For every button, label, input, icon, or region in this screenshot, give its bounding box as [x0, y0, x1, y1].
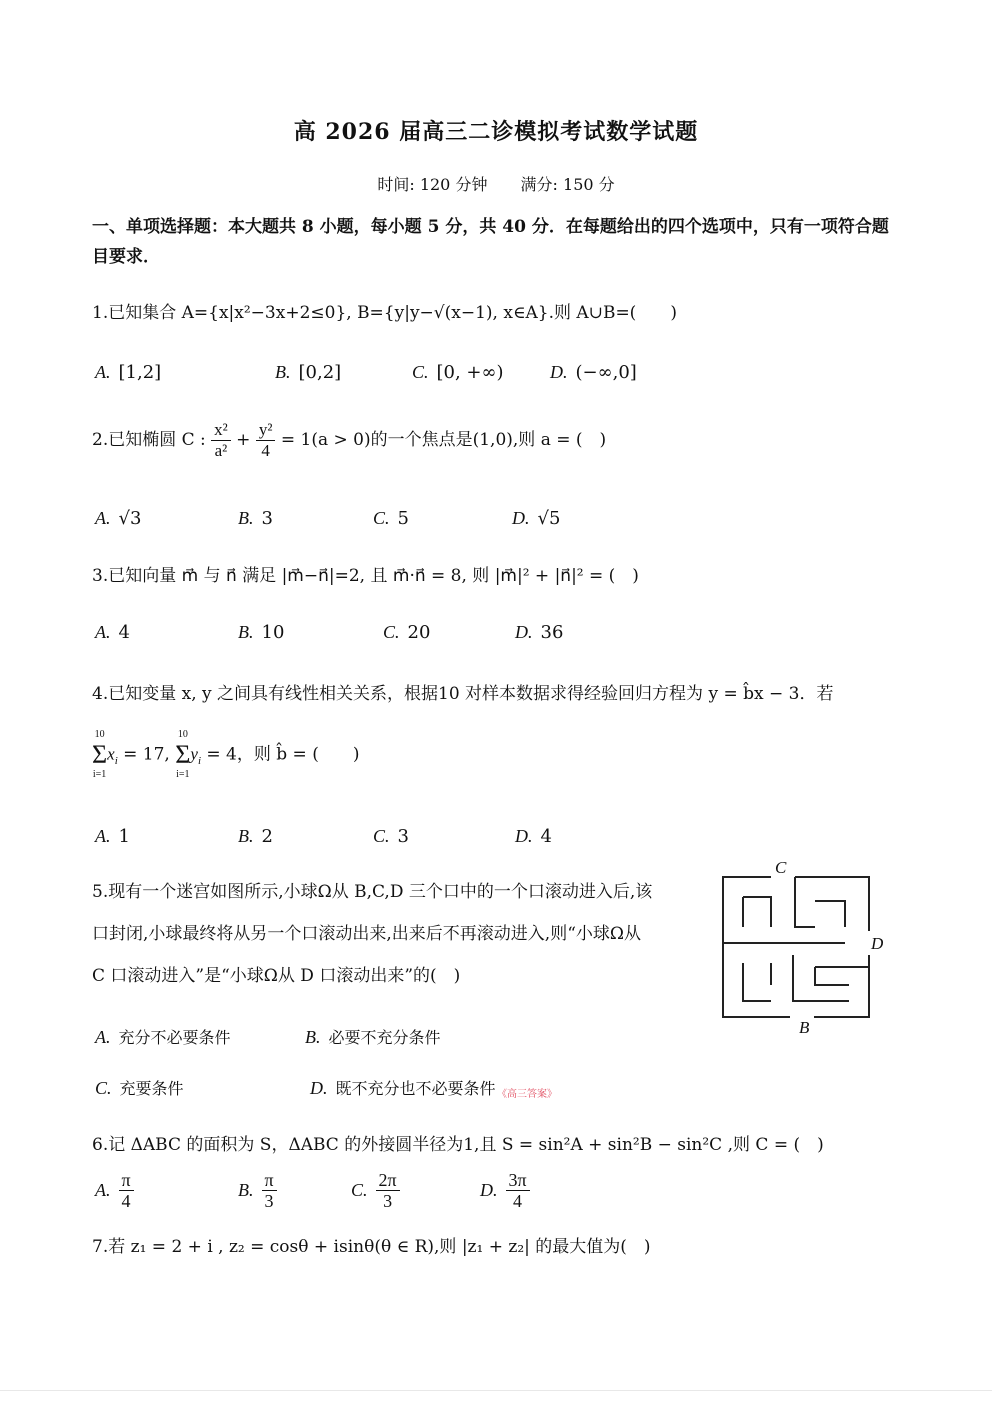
q5-option-d: D. 既不充分也不必要条件 [310, 1078, 496, 1098]
page-title: 高 2026 届高三二诊模拟考试数学试题 [293, 119, 699, 145]
sum-symbol-2: 10 Σ i=1 [175, 729, 191, 780]
maze-walls [723, 877, 869, 1017]
q6-option-d: D. $\frac{3\pi}{4}$ [480, 1170, 530, 1211]
q1-option-b: B. [0,2] [275, 362, 342, 383]
q4-option-d: D. 4 [515, 826, 552, 847]
q2-fraction-x: $\frac{\text{x²}}{\text{a²}}$ [211, 420, 231, 461]
q1-option-c: C. [0, +∞) [412, 362, 504, 383]
question-5-line2: 口封闭,小球最终将从另一个口滚动出来,出来后不再滚动进入,则“小球Ω从 [92, 924, 641, 944]
maze-diagram [715, 855, 895, 1040]
exam-time: 时间: 120 分钟 [377, 175, 488, 194]
maze-label-c: C [775, 858, 787, 877]
q3-option-b: B. 10 [238, 622, 285, 643]
q4-option-b: B. 2 [238, 826, 273, 847]
watermark: 《高三答案》 [497, 1089, 557, 1100]
q2-option-c: C. 5 [373, 508, 409, 529]
q3-option-d: D. 36 [515, 622, 564, 643]
q2-fraction-y: $\frac{\text{y²}}{4}$ [256, 420, 276, 461]
question-4-stem-line2: 10 Σ i=1 $x_i = 17$, 10 Σ i=1 $y_i = 4$，则 b̂ = ( ) [92, 729, 360, 780]
question-7-stem: 7.若 z₁ = 2 + i , z₂ = cosθ + isinθ(θ ∈ R),则 |z₁ + z₂| 的最大值为( ) [92, 1237, 651, 1257]
maze-label-b: B [799, 1018, 810, 1037]
question-4-stem-line1: 4.已知变量 x, y 之间具有线性相关关系，根据10 对样本数据求得经验回归方程为 y = b̂x − 3．若 [92, 684, 834, 704]
q1-option-a: A. [1,2] [95, 362, 162, 383]
q6-option-b: B. $\frac{\pi}{3}$ [238, 1170, 277, 1211]
q5-option-b: B. 必要不充分条件 [305, 1027, 441, 1047]
question-6-stem: 6.记 ΔABC 的面积为 S，ΔABC 的外接圆半径为1,且 S = sin²A + sin²B − sin²C ,则 C = ( ) [92, 1135, 824, 1155]
q6-option-c: C. $\frac{2\pi}{3}$ [351, 1170, 400, 1211]
q2-option-b: B. 3 [238, 508, 273, 529]
q5-option-a: A. 充分不必要条件 [95, 1027, 231, 1047]
q1-option-d: D. (−∞,0] [550, 362, 637, 383]
q4-option-a: A. 1 [95, 826, 130, 847]
q5-option-c: C. 充要条件 [95, 1078, 184, 1098]
question-3-stem: 3.已知向量 m⃗ 与 n⃗ 满足 |m⃗−n⃗|=2, 且 m⃗·n⃗ = 8, 则 |m⃗|² + |n⃗|² = ( ) [92, 566, 639, 586]
exam-meta [0, 172, 992, 195]
q4-option-c: C. 3 [373, 826, 409, 847]
maze-label-d: D [871, 934, 884, 953]
question-5-line3: C 口滚动进入”是“小球Ω从 D 口滚动出来”的( ) [92, 966, 461, 986]
q3-option-c: C. 20 [383, 622, 431, 643]
question-1-stem: 1.已知集合 A={x|x²−3x+2≤0}, B={y|y−√(x−1), x∈A}.则 A∪B=( ) [92, 303, 677, 323]
sum-symbol-1: 10 Σ i=1 [92, 729, 108, 780]
q2-option-d: D. √5 [512, 508, 561, 529]
q3-option-a: A. 4 [95, 622, 130, 643]
question-5-line1: 5.现有一个迷宫如图所示,小球Ω从 B,C,D 三个口中的一个口滚动进入后,该 [92, 882, 653, 902]
q2-option-a: A. √3 [95, 508, 142, 529]
exam-score: 满分: 150 分 [520, 175, 615, 194]
q6-option-a: A. $\frac{\pi}{4}$ [95, 1170, 134, 1211]
question-2-stem: 2.已知椭圆 C : $\frac{\text{x²}}{\text{a²}}$ + $\frac{\text{y²}}{4}$ = 1(a > 0)的一个焦点是(1,0),则 a = ( ) [92, 420, 607, 460]
page-bottom-divider [0, 1390, 992, 1391]
section-heading: 一、单项选择题：本大题共 8 小题，每小题 5 分，共 40 分．在每题给出的四个选项中，只有一项符合题目要求． [92, 217, 889, 267]
